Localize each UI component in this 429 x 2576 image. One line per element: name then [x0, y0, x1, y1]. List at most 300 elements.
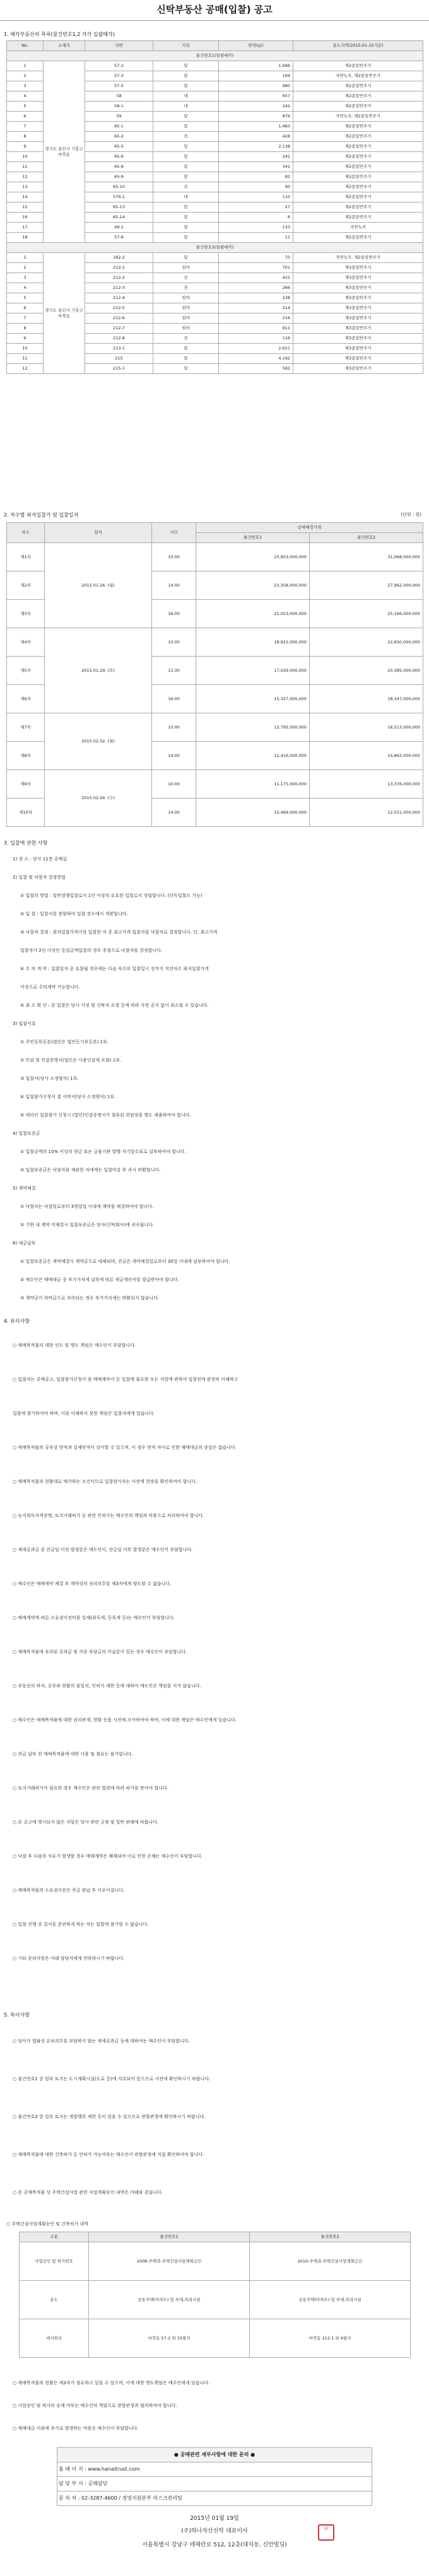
bid-schedule-table [6, 522, 423, 827]
text-line: ○ 매매목적물의 공부상 면적과 실제면적이 상이할 수 있으며, 이 경우 면적 차이로 인한 매매대금의 증감은 없습니다. [13, 1445, 237, 1450]
table-row [20, 2281, 411, 2319]
table-cell: 27,962,000,000 [310, 571, 423, 600]
table-cell: 59 [85, 112, 153, 122]
table-cell: 212-7 [85, 324, 153, 334]
table-cell: 25,166,000,000 [310, 600, 423, 628]
table-cell: 212-3 [85, 283, 153, 293]
table-cell: 212-5 [85, 303, 153, 313]
table-row [20, 2319, 411, 2358]
text-line: ① 주민등록등본(법인은 법인등기부등본) 1부. [20, 1039, 109, 1045]
table-cell: 마북동 57-2 외 15필지 [89, 2319, 250, 2358]
text-line: ○ 매매목적물의 소유권이전은 잔금 완납 후 이루어집니다. [13, 1888, 125, 1893]
table-cell: 제2종일반주거 [293, 162, 423, 172]
text-line: ○ 잔금 납부 전 매매목적물에 대한 사용 및 점유는 불가합니다. [13, 1752, 133, 1757]
column-header: 구분 [20, 2232, 89, 2242]
table-cell: 8 [219, 213, 293, 223]
table-cell: 428 [219, 132, 293, 142]
table-cell: 임야 [153, 293, 219, 303]
text-line: ○ 기타 문의사항은 아래 담당자에게 연락하시기 바랍니다. [13, 1956, 125, 1961]
table-cell: 제2종일반주거 [293, 233, 423, 243]
table-cell: 답 [153, 213, 219, 223]
table-row [7, 770, 423, 799]
table-cell: 7 [7, 313, 44, 324]
company-seal: 印 [318, 2524, 334, 2541]
table-cell: 1,483 [219, 122, 293, 132]
table-cell: 22,650,000,000 [310, 628, 423, 657]
table-cell: 182-2 [85, 253, 153, 263]
table-cell: 답 [153, 364, 219, 374]
table-cell: 답 [153, 223, 219, 233]
date-cell: 2015.01.29. (목) [45, 628, 152, 713]
table-cell: 116 [219, 334, 293, 344]
table-cell: 2008-주택과-주택건설사업계획승인 [89, 2242, 250, 2281]
company-name: (주)하나자산신탁 대표이사 [181, 2528, 248, 2534]
table-cell: 제10차 [7, 799, 45, 827]
table-cell: 12 [7, 364, 44, 374]
table-cell: 876 [219, 112, 293, 122]
table-cell: 415 [219, 273, 293, 283]
table-cell: 576-1 [85, 192, 153, 202]
table-cell: 제3종일반주거 [293, 364, 423, 374]
text-line: ③ 낙찰자 결정 : 최저입찰가격이상 입찰한 자 중 최고가격 입찰자를 낙찰자로 결정합니다. 단, 최고가격 [20, 930, 218, 935]
table-cell: 전 [153, 283, 219, 293]
column-header: 일자 [45, 523, 152, 543]
table-cell: 17,029,000,000 [196, 657, 310, 685]
table-row [7, 61, 423, 71]
text-line: 입찰자가 2인 이상인 동일금액입찰의 경우 추첨으로 낙찰자를 결정합니다. [20, 948, 163, 953]
section2-heading: 2. 차수별 최저입찰가 및 입찰일자 [4, 512, 79, 518]
table-cell: 제3종일반주거 [293, 283, 423, 293]
text-line: ② 입 찰 : 입찰서를 봉함하여 입찰 장소에서 개봉합니다. [20, 911, 128, 916]
table-cell: 답 [153, 344, 219, 354]
table-cell: 공동주택(아파트) 및 부대,복리시설 [89, 2281, 250, 2319]
table-cell: 4,192 [219, 354, 293, 364]
table-cell: 13:30 [152, 657, 196, 685]
page-title: 신탁부동산 공매(입찰) 공고 [156, 4, 273, 15]
text-line: 6) 대금납부 [13, 1241, 36, 1246]
text-line: 5) 계약체결 [13, 1186, 36, 1191]
table-cell: 57-3 [85, 71, 153, 81]
table-cell: 212-2 [85, 273, 153, 283]
table-cell: 21,023,000,000 [196, 600, 310, 628]
table-row [20, 2242, 411, 2281]
text-line: ○ 본 공매목적물 상 주택건설사업 관련 사업계획승인 내역은 아래와 같습니다. [13, 2190, 163, 2195]
table-cell: 242 [219, 102, 293, 112]
text-line: ○ 사업승인 및 허가의 승계 여부는 매수인의 책임으로 관할관청과 협의하여야 합니다. [13, 2403, 177, 2408]
table-cell: 212-8 [85, 334, 153, 344]
table-cell: 제3종일반주거 [293, 293, 423, 303]
text-line: ② 인감 및 인감증명서(법인은 사용인감계 포함) 1부. [20, 1058, 122, 1063]
table-cell: 제2종일반주거 [293, 182, 423, 192]
table-cell: 266 [219, 283, 293, 293]
table-cell: 자연녹지 [293, 223, 423, 233]
text-line: ① 입찰보증금은 계약체결시 계약금으로 대체되며, 잔금은 계약체결일로부터 30일 이내에 납부하여야 합니다. [20, 1259, 230, 1264]
table-cell: 194 [219, 71, 293, 81]
column-header: No. [7, 41, 44, 51]
group-title-row [7, 243, 423, 253]
table-cell: 110 [219, 192, 293, 202]
text-line: ○ 매매목적물에 부과된 공과금 및 각종 부담금의 미납분이 있는 경우 매수인이 부담합니다. [13, 1649, 187, 1654]
table-cell: 9 [7, 142, 44, 152]
table-cell: 5 [7, 102, 44, 112]
text-line: ○ 토지거래허가가 필요한 경우 매수인은 관련 법령에 따라 허가를 받아야 합니다. [13, 1786, 168, 1791]
table-cell: 답 [153, 71, 219, 81]
column-header: 물건번호1 [89, 2232, 250, 2242]
table-cell: 10:00 [152, 713, 196, 742]
property-list-table [6, 40, 423, 374]
text-line: ○ 입찰자는 공매공고, 입찰참가신청서 및 매매계약서 등 입찰에 필요한 모든 사항에 관하여 입찰전에 완전히 이해하고 [13, 1377, 238, 1382]
table-cell: 65-14 [85, 213, 153, 223]
text-line: 4) 입찰보증금 [13, 1131, 40, 1136]
table-cell: 2 [7, 71, 44, 81]
table-cell: 답 [153, 142, 219, 152]
date-cell: 2015.01.26. (월) [45, 543, 152, 628]
table-cell: 임야 [153, 324, 219, 334]
text-line: ③ 계약금이 위약금으로 귀속되는 경우 부가가치세는 반환되지 않습니다. [20, 1296, 160, 1301]
table-cell: 10 [7, 152, 44, 162]
table-cell: 3 [7, 81, 44, 91]
text-line: ○ 매수인은 매매목적물에 대한 권리관계, 현황 등을 사전에 조사하여야 하며, 이에 대한 책임은 매수인에게 있습니다. [13, 1718, 237, 1723]
table-cell: 7 [7, 122, 44, 132]
table-cell: 제1차 [7, 543, 45, 571]
table-cell: 2010-주택과-주택건설사업계획승인 [250, 2242, 411, 2281]
table-cell: 18,921,000,000 [196, 628, 310, 657]
text-line: ○ 매매목적물의 현황대로 매각하는 조건이므로 입찰참가자는 사전에 현장을 확인하여야 합니다. [13, 1479, 197, 1484]
text-line: 2) 입찰 및 낙찰자 결정방법 [13, 875, 66, 880]
table-cell: 212-4 [85, 293, 153, 303]
text-line: ④ 입찰참가신청서 겸 서약서(당사 소정양식) 1부. [20, 1094, 116, 1099]
table-cell: 대 [153, 102, 219, 112]
table-row [7, 253, 423, 263]
table-cell: 답 [153, 162, 219, 172]
table-cell: 11 [219, 233, 293, 243]
table-cell: 14:00 [152, 742, 196, 770]
table-cell: 5 [7, 293, 44, 303]
column-header: 면적(㎡) [219, 41, 293, 51]
table-cell: 임야 [153, 263, 219, 273]
table-cell: 13,795,000,000 [196, 713, 310, 742]
table-cell: 14 [7, 192, 44, 202]
table-cell: 20,385,000,000 [310, 657, 423, 685]
table-cell: 582 [219, 364, 293, 374]
table-cell: 제2종일반주거 [293, 152, 423, 162]
table-cell: 12,416,000,000 [196, 742, 310, 770]
text-line: ○ 물건번호2 중 일부 토지는 개발행위 제한 등이 있을 수 있으므로 관할관청에 확인하시기 바랍니다. [13, 2114, 206, 2119]
table-cell: 65-10 [85, 182, 153, 192]
bid-rules-block [6, 850, 423, 1308]
table-cell: 제3종일반주거 [293, 263, 423, 273]
table-cell: 제2종일반주거 [293, 81, 423, 91]
table-cell: 49-1 [85, 223, 153, 233]
table-cell: 57-5 [85, 81, 153, 91]
text-line: ○ 농지취득자격증명, 토지거래허가 등 관련 인허가는 매수인의 책임과 비용으로 처리하여야 합니다. [13, 1513, 204, 1518]
table-cell: 13,376,000,000 [310, 770, 423, 799]
text-line: ③ 입찰서(당사 소정양식) 1부. [20, 1076, 79, 1081]
table-cell: 제3종일반주거 [293, 313, 423, 324]
contact-line: 담 당 부 서 : 공매담당 [57, 2477, 372, 2491]
table-cell: 65-6 [85, 152, 153, 162]
table-cell: 6 [7, 112, 44, 122]
table-cell: 341 [219, 162, 293, 172]
table-cell: 제4차 [7, 628, 45, 657]
table-cell: 8 [7, 132, 44, 142]
table-row [57, 2491, 372, 2506]
table-cell: 10 [7, 344, 44, 354]
table-cell: 제5차 [7, 657, 45, 685]
group-title: 물건번호1(일괄매각) [7, 51, 423, 61]
table-cell: 제3종일반주거 [293, 334, 423, 344]
text-line: ○ 매매목적물의 대한 인도 및 명도 책임은 매수인이 부담합니다. [13, 1343, 136, 1348]
table-cell: 14:00 [152, 799, 196, 827]
table-row [57, 2462, 372, 2477]
table-cell: 238 [219, 293, 293, 303]
table-cell: 23,358,000,000 [196, 571, 310, 600]
table-cell: 16:00 [152, 685, 196, 713]
column-header: 지목 [153, 41, 219, 51]
column-header: 차수 [7, 523, 45, 543]
table-cell: 답 [153, 354, 219, 364]
column-header: 공매예정가격 [196, 523, 423, 533]
table-cell: 답 [153, 152, 219, 162]
table-cell: 자연녹지, 제2종일반주거 [293, 71, 423, 81]
table-cell: 제2종일반주거 [293, 102, 423, 112]
text-line: ○ 물건번호1 중 일부 토지는 도시계획시설(도로 등)에 저촉되어 있으므로 사전에 확인하시기 바랍니다. [13, 2076, 211, 2081]
table-cell: 전 [153, 273, 219, 283]
text-line: ① 입찰의 방법 : 일반경쟁입찰로서 1인 이상의 유효한 입찰로서 성립합니다. (단독입찰도 가능) [20, 893, 203, 898]
table-cell: 65-2 [85, 132, 153, 142]
table-cell: 1 [7, 61, 44, 71]
text-line: ○ 입찰 진행 중 질서를 문란하게 하는 자는 입찰에 참가할 수 없습니다. [13, 1922, 149, 1927]
table-cell: 제3종일반주거 [293, 354, 423, 364]
table-cell: 65-1 [85, 122, 153, 132]
table-cell: 제2종일반주거 [293, 122, 423, 132]
table-cell: 18,347,000,000 [310, 685, 423, 713]
table-cell: 11 [7, 354, 44, 364]
table-cell: 212-1 [85, 263, 153, 273]
column-header: 용도지역(2015.01.15기준) [293, 41, 423, 51]
text-line: 1) 장 소 : 당사 11층 공매실 [13, 857, 67, 862]
text-line: 입찰에 참가하여야 하며, 이를 이해하지 못한 책임은 입찰자에게 있습니다. [13, 1411, 155, 1416]
column-header: 지번 [85, 41, 153, 51]
text-line: ② 매수인은 매매대금 중 부가가치세 납부에 따른 세금계산서를 발급받아야 합니다. [20, 1277, 179, 1282]
table-cell: 9 [7, 334, 44, 344]
table-cell: 27 [219, 202, 293, 213]
table-cell: 58-1 [85, 102, 153, 112]
column-header: 시간 [152, 523, 196, 543]
group-title: 물건번호2(일괄매각) [7, 243, 423, 253]
table-cell: 13 [7, 182, 44, 192]
table-cell: 2,138 [219, 142, 293, 152]
permit-table [19, 2232, 411, 2358]
date-cell: 2015.02.02. (월) [45, 713, 152, 770]
table-row [7, 713, 423, 742]
table-cell: 대지위치 [20, 2319, 89, 2358]
table-cell: 212-6 [85, 313, 153, 324]
table-cell: 57-2 [85, 61, 153, 71]
table-cell: 답 [153, 233, 219, 243]
table-cell: 14:00 [152, 571, 196, 600]
table-cell: 사업승인 및 허가번호 [20, 2242, 89, 2281]
table-cell: 70 [219, 253, 293, 263]
table-cell: 답 [153, 122, 219, 132]
table-cell: 657 [219, 91, 293, 102]
text-line: ○ 제세공과금 중 잔금일 이전 발생분은 매도인이, 잔금일 이후 발생분은 매수인이 부담합니다. [13, 1547, 193, 1552]
table-cell: 82 [219, 172, 293, 182]
table-row [7, 628, 423, 657]
table-cell: 답 [153, 112, 219, 122]
table-cell: 제8차 [7, 742, 45, 770]
table-cell: 14,862,000,000 [310, 742, 423, 770]
special-notes-block [6, 2022, 423, 2211]
table-cell: 자연녹지, 제2종일반주거 [293, 253, 423, 263]
table-cell: 3 [7, 273, 44, 283]
location-cell: 경기도 용인시 기흥구 마북동 [44, 61, 85, 243]
text-line: 이상으로 수의계약 가능합니다. [20, 985, 80, 990]
table-cell: 자연녹지, 제2종일반주거 [293, 112, 423, 122]
table-cell: 용도 [20, 2281, 89, 2319]
section1-heading: 1. 매각부동산의 목록(물건번호1,2 각각 일괄매각) [4, 32, 115, 37]
text-line: ④ 수 의 계 약 : 입찰일자 중 유찰될 경우에는 다음 차수의 입찰일시 전까지 직전차수 최저입찰가격 [20, 966, 209, 971]
table-cell: 제7차 [7, 713, 45, 742]
text-line: ○ 매매대금 이외에 추가로 발생하는 비용은 매수인이 부담합니다. [13, 2426, 139, 2431]
table-cell: 911 [219, 324, 293, 334]
contact-line: 홈 페 이 지 : www.hanaitrust.com [57, 2462, 372, 2477]
table-cell: 15 [7, 202, 44, 213]
table-cell: 제3종일반주거 [293, 324, 423, 334]
table-cell: 제2종일반주거 [293, 91, 423, 102]
table-cell: 제3종일반주거 [293, 273, 423, 283]
table-cell: 65-8 [85, 162, 153, 172]
table-cell: 대 [153, 192, 219, 202]
permit-heading: ○ 주택건설사업계획승인 및 건축허가 내역 [6, 2222, 88, 2227]
table-cell: 제3차 [7, 600, 45, 628]
text-line: ○ 낙찰 후 다음의 사유가 발생할 경우 매매계약은 해제되며 이로 인한 손해는 매수인이 부담합니다. [13, 1854, 203, 1859]
table-cell: 임야 [153, 303, 219, 313]
table-cell: 답 [153, 172, 219, 182]
table-cell: 133 [219, 223, 293, 233]
contact-line: 문 의 처 : 02-3287-4600 / 경영지원본부 리스크관리팀 [57, 2491, 372, 2506]
table-cell: 10:00 [152, 770, 196, 799]
table-cell: 16,513,000,000 [310, 713, 423, 742]
table-cell: 공동주택(아파트) 및 부대,복리시설 [250, 2281, 411, 2319]
table-cell: 215 [85, 354, 153, 364]
table-cell: 답 [153, 253, 219, 263]
text-line: ⑤ 최 소 확 인 : 본 입찰은 당사 사정 및 신탁자 요청 등에 따라 사전 공지 없이 취소될 수 있습니다. [20, 1003, 209, 1008]
table-cell: 31,068,000,000 [310, 543, 423, 571]
table-cell: 전 [153, 334, 219, 344]
table-cell: 2,621 [219, 344, 293, 354]
text-line: ① 낙찰자는 낙찰일로부터 3영업일 이내에 계약을 체결하여야 합니다. [20, 1204, 154, 1209]
table-cell: 1 [7, 253, 44, 263]
location-cell: 경기도 용인시 기흥구 마북동 [44, 253, 85, 374]
table-cell: 58 [85, 91, 153, 102]
section4-heading: 4. 유의사항 [4, 1318, 30, 1324]
table-cell: 대 [153, 91, 219, 102]
table-cell: 1,696 [219, 61, 293, 71]
column-header: 물건번호2 [310, 533, 423, 543]
table-cell: 임야 [153, 313, 219, 324]
table-cell: 216 [219, 313, 293, 324]
divider [0, 20, 429, 21]
table-cell: 제6차 [7, 685, 45, 713]
table-cell: 2 [7, 263, 44, 273]
table-row [57, 2448, 372, 2462]
table-cell: 4 [7, 283, 44, 293]
table-cell: 제2종일반주거 [293, 142, 423, 152]
table-cell: 215-1 [85, 364, 153, 374]
table-cell: 제2종일반주거 [293, 213, 423, 223]
table-cell: 213-1 [85, 344, 153, 354]
section5-heading: 5. 특이사항 [4, 2012, 30, 2018]
date-cell: 2015.02.04. (수) [45, 770, 152, 827]
text-line: ② 기한 내 계약 미체결시 입찰보증금은 당사(신탁회사)에 귀속됩니다. [20, 1222, 155, 1227]
table-cell: 17 [7, 223, 44, 233]
table-cell: 마북동 212-1 외 9필지 [250, 2319, 411, 2358]
table-cell: 65-5 [85, 142, 153, 152]
table-cell: 16 [7, 213, 44, 223]
text-line: ① 입찰금액의 10% 이상의 현금 또는 금융기관 발행 자기앞수표로 납부하여야 합니다. [20, 1149, 186, 1154]
table-cell: 4 [7, 91, 44, 102]
table-cell: 제2종일반주거 [293, 202, 423, 213]
text-line: ② 입찰보증금은 낙찰자를 제외한 자에게는 입찰마감 후 즉시 반환합니다. [20, 1168, 161, 1173]
table-cell: 25,953,000,000 [196, 543, 310, 571]
section3-heading: 3. 입찰에 관한 사항 [4, 840, 48, 846]
table-cell: 전 [153, 182, 219, 192]
table-cell: 11 [7, 162, 44, 172]
table-cell: 241 [219, 152, 293, 162]
table-cell: 18 [7, 233, 44, 243]
table-cell: 6 [7, 303, 44, 313]
text-line: 3) 입찰서류 [13, 1021, 36, 1026]
group-title-row [7, 51, 423, 61]
contact-table [57, 2447, 372, 2506]
table-cell: 11,175,000,000 [196, 770, 310, 799]
text-line: ○ 매매목적물에 대한 건축허가 등 인허가 가능여부는 매수인이 관할관청에 직접 확인하여야 합니다. [13, 2152, 204, 2157]
special-notes-after [6, 2372, 423, 2440]
table-cell: 제2종일반주거 [293, 132, 423, 142]
company-address: 서울특별시 강남구 테헤란로 512, 12층(대치동, 신안빌딩) [142, 2542, 287, 2548]
text-line: ○ 부동산의 하자, 공부와 현황의 불일치, 인허가 제한 등에 대하여 매도인은 책임을 지지 않습니다. [13, 1683, 201, 1689]
column-header: 소재지 [44, 41, 85, 51]
unit-label: (단위 : 원) [401, 512, 421, 517]
table-cell: 12 [7, 172, 44, 182]
table-cell: 10:00 [152, 543, 196, 571]
table-cell: 제2종일반주거 [293, 61, 423, 71]
column-header: 물건번호1 [196, 533, 310, 543]
table-cell: 65-13 [85, 202, 153, 213]
table-cell: 10,469,000,000 [196, 799, 310, 827]
contact-heading: ● 공매관련 세부사항에 대한 문의 ● [57, 2448, 372, 2462]
table-cell: 제9차 [7, 770, 45, 799]
table-cell: 10:00 [152, 628, 196, 657]
table-row [7, 543, 423, 571]
caution-block [6, 1328, 423, 1976]
table-cell: 제3종일반주거 [293, 344, 423, 354]
text-line: ○ 매매계약에 따른 소유권이전비용 일체(취득세, 등록세 등)는 매수인이 부담합니다. [13, 1615, 175, 1620]
table-cell: 12,531,000,000 [310, 799, 423, 827]
table-cell: 57-6 [85, 233, 153, 243]
table-cell: 90 [219, 182, 293, 192]
table-cell: 15,327,000,000 [196, 685, 310, 713]
table-cell: 제2종일반주거 [293, 172, 423, 182]
table-cell: 전 [153, 132, 219, 142]
text-line: ⑤ 대리인 입찰참가 신청시 (법인)인감증명서가 첨부된 위임장을 별도 제출하여야 합니다. [20, 1113, 191, 1118]
column-header: 물건번호2 [250, 2232, 411, 2242]
text-line: ○ 본 공고에 명시되지 않은 사항은 당사 관련 규정 및 일반 관례에 따릅니다. [13, 1820, 159, 1825]
table-cell: 제3종일반주거 [293, 303, 423, 313]
table-cell: 8 [7, 324, 44, 334]
table-cell: 답 [153, 61, 219, 71]
